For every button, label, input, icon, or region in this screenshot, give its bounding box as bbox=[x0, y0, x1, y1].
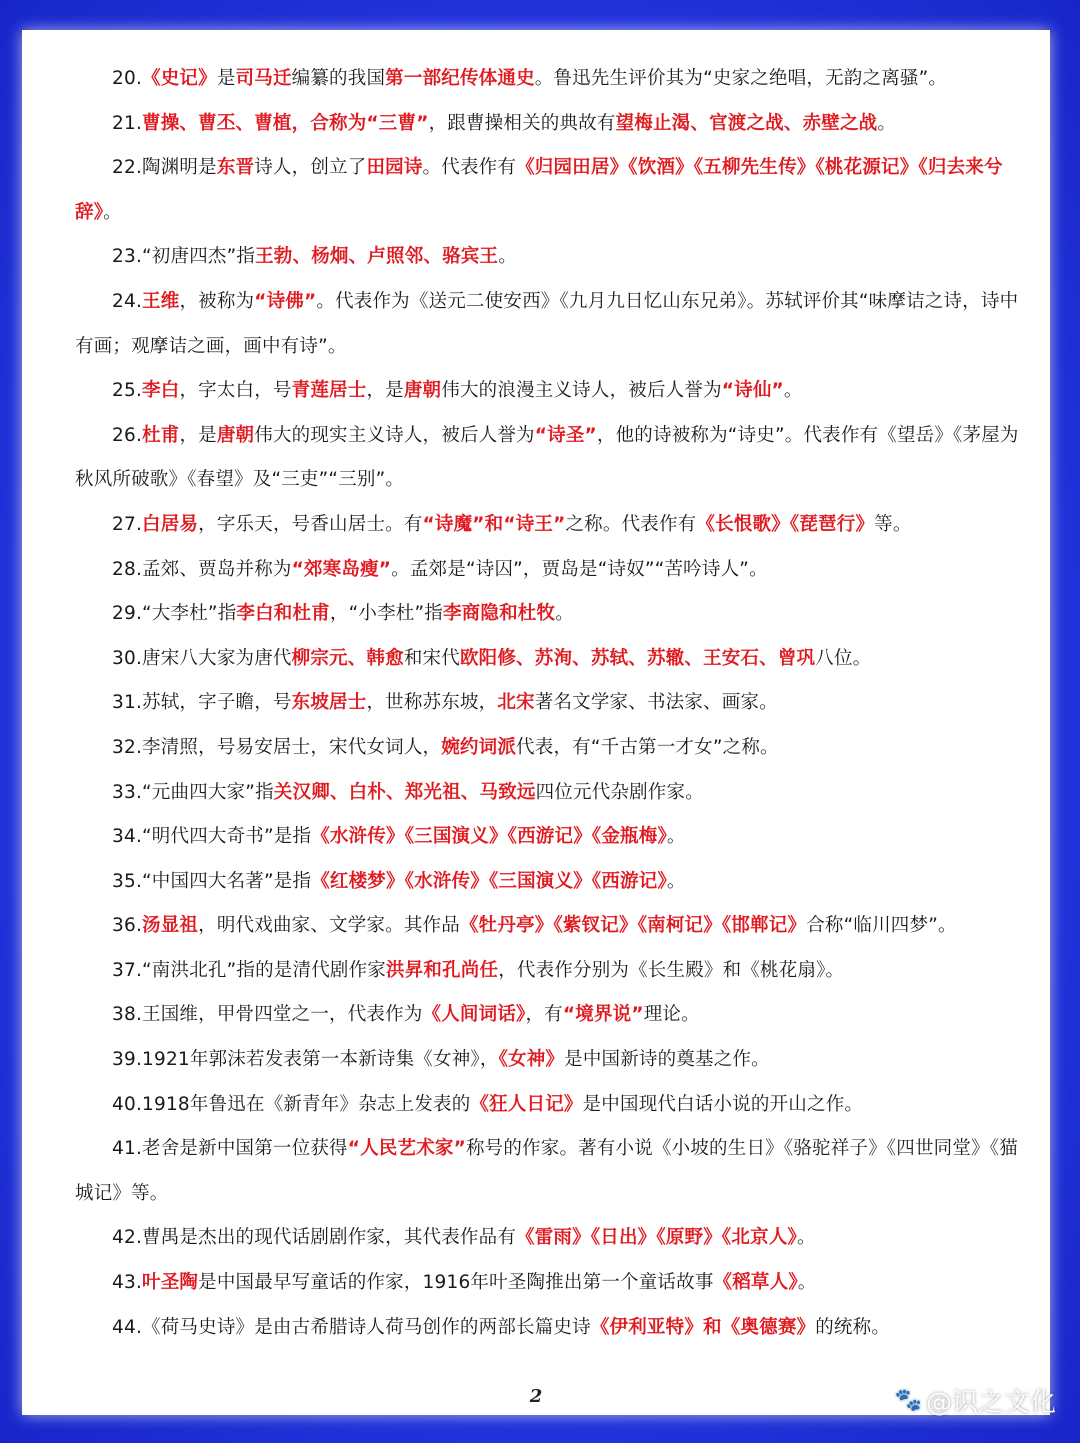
list-item bbox=[75, 503, 1035, 548]
list-item bbox=[75, 1306, 1035, 1351]
item-text: 代表，有“千古第一才女”之称。 bbox=[516, 736, 779, 758]
item-text: 22.陶渊明是 bbox=[112, 157, 217, 179]
highlight-text: “诗佛” bbox=[254, 290, 317, 312]
item-text: 35.“中国四大名著”是指 bbox=[112, 870, 312, 892]
highlight-text: 唐朝 bbox=[216, 424, 255, 446]
highlight-text: 叶圣陶 bbox=[142, 1272, 199, 1294]
item-text: 40.1918年鲁迅在《新青年》杂志上发表的 bbox=[112, 1093, 471, 1115]
item-text: ，是 bbox=[366, 380, 404, 402]
item-text: 44.《荷马史诗》是由古希腊诗人荷马创作的两部长篇史诗 bbox=[112, 1316, 591, 1338]
list-item bbox=[75, 235, 1035, 280]
item-text: 42.曹禺是杰出的现代话剧剧作家，其代表作品有 bbox=[112, 1227, 517, 1249]
item-text: 四位元代杂剧作家。 bbox=[535, 781, 704, 803]
highlight-text: 婉约词派 bbox=[441, 736, 517, 758]
highlight-text: 洪昇和孔尚任 bbox=[386, 959, 499, 981]
item-text: 是中国现代白话小说的开山之作。 bbox=[582, 1093, 864, 1115]
item-text: 。代表作为《送元二使安西》《九月九日忆山东兄弟》。苏轼评价其“味摩诘之诗，诗中有画；观摩诘之画，画中有诗”。 bbox=[75, 290, 1019, 357]
item-text: 36. bbox=[112, 915, 143, 937]
document-page bbox=[22, 30, 1050, 1415]
item-text: 。孟郊是“诗囚”，贾岛是“诗奴”“苦吟诗人”。 bbox=[391, 558, 768, 580]
highlight-text: 《牡丹亭》《紫钗记》《南柯记》《邯郸记》 bbox=[459, 915, 807, 937]
list-item bbox=[75, 146, 1035, 235]
item-text: 之称。代表作有 bbox=[565, 513, 697, 535]
list-item bbox=[75, 904, 1035, 949]
highlight-text: 《稻草人》 bbox=[713, 1272, 798, 1294]
list-item bbox=[75, 1261, 1035, 1306]
highlight-text: 曹操、曹丕、曹植，合称为“三曹” bbox=[142, 112, 429, 134]
item-text: 伟大的浪漫主义诗人，被后人誉为 bbox=[441, 380, 722, 402]
list-item bbox=[75, 548, 1035, 593]
item-text: ，有 bbox=[525, 1004, 563, 1026]
highlight-text: 汤显祖 bbox=[142, 915, 199, 937]
item-text: 33.“元曲四大家”指 bbox=[112, 781, 274, 803]
item-text: 。 bbox=[103, 201, 122, 223]
item-text: ，明代戏曲家、文学家。其作品 bbox=[198, 915, 460, 937]
item-text: 34.“明代四大奇书”是指 bbox=[112, 826, 312, 848]
item-text: 29.“大李杜”指 bbox=[112, 603, 237, 625]
list-item bbox=[75, 815, 1035, 860]
item-text: 21. bbox=[112, 112, 143, 134]
highlight-text: 李商隐和杜牧 bbox=[442, 603, 556, 625]
item-text: 。 bbox=[666, 870, 686, 892]
item-text: 是中国新诗的奠基之作。 bbox=[564, 1049, 770, 1071]
item-text: 32.李清照，号易安居士，宋代女词人， bbox=[112, 736, 442, 758]
list-item bbox=[75, 1216, 1035, 1261]
highlight-text: 《史记》 bbox=[142, 68, 217, 89]
item-text: 20. bbox=[112, 68, 143, 89]
item-text: 是中国最早写童话的作家，1916年叶圣陶推出第一个童话故事 bbox=[198, 1272, 714, 1294]
item-text: 28.孟郊、贾岛并称为 bbox=[112, 558, 292, 580]
highlight-text: 青莲居士 bbox=[291, 380, 367, 402]
list-item bbox=[75, 592, 1035, 637]
item-text: 25. bbox=[112, 380, 143, 402]
list-item bbox=[75, 681, 1035, 726]
highlight-text: 司马迁 bbox=[235, 68, 292, 89]
item-text: 。 bbox=[666, 826, 686, 848]
list-item bbox=[75, 414, 1035, 503]
highlight-text: “诗圣” bbox=[534, 424, 597, 446]
highlight-text: 关汉卿、白朴、郑光祖、马致远 bbox=[273, 781, 536, 803]
list-item bbox=[75, 860, 1035, 905]
watermark-text: @识之文化 bbox=[925, 1388, 1056, 1418]
highlight-text: 第一部纪传体通史 bbox=[385, 68, 535, 89]
list-item bbox=[75, 771, 1035, 816]
item-text: 。 bbox=[797, 1272, 817, 1294]
highlight-text: 北宋 bbox=[497, 692, 535, 714]
list-item bbox=[75, 1083, 1035, 1128]
highlight-text: 《人间词话》 bbox=[422, 1004, 526, 1026]
highlight-text: 《红楼梦》《水浒传》《三国演义》《西游记》 bbox=[311, 870, 667, 892]
highlight-text: 白居易 bbox=[142, 513, 199, 535]
highlight-text: 《雷雨》《日出》《原野》《北京人》 bbox=[516, 1227, 797, 1249]
page-number: 2 bbox=[529, 1386, 543, 1407]
highlight-text: 柳宗元、韩愈 bbox=[291, 647, 404, 669]
highlight-text: 王维 bbox=[142, 290, 180, 312]
item-text: 编纂的我国 bbox=[291, 68, 386, 89]
item-text: ，是 bbox=[179, 424, 217, 446]
item-text: ，代表作分别为《长生殿》和《桃花扇》。 bbox=[498, 959, 845, 981]
item-text: 27. bbox=[112, 513, 143, 535]
item-text: 38.王国维，甲骨四堂之一，代表作为 bbox=[112, 1004, 423, 1026]
highlight-text: 欧阳修、苏洵、苏轼、苏辙、王安石、曾巩 bbox=[459, 647, 816, 669]
highlight-text: 《水浒传》《三国演义》《西游记》《金瓶梅》 bbox=[311, 826, 667, 848]
item-text: 43. bbox=[112, 1272, 143, 1294]
highlight-text: “境界说” bbox=[562, 1004, 644, 1026]
item-text: ，“小李杜”指 bbox=[329, 603, 443, 625]
item-text: 。 bbox=[555, 603, 574, 625]
highlight-text: 《女神》 bbox=[498, 1049, 565, 1071]
item-text: ，世称苏东坡， bbox=[366, 692, 498, 714]
item-text: 23.“初唐四杰”指 bbox=[112, 246, 256, 268]
highlight-text: 东坡居士 bbox=[291, 692, 367, 714]
watermark bbox=[895, 1382, 1056, 1419]
item-text: 合称“临川四梦”。 bbox=[806, 915, 957, 937]
item-text: ，字太白，号 bbox=[179, 380, 292, 402]
list-item bbox=[75, 57, 1035, 102]
highlight-text: 《伊利亚特》和《奥德赛》 bbox=[590, 1316, 816, 1338]
list-item bbox=[75, 993, 1035, 1038]
highlight-text: 王勃、杨炯、卢照邻、骆宾王 bbox=[255, 246, 499, 268]
item-text: 。 bbox=[498, 246, 517, 268]
highlight-text: 杜甫 bbox=[142, 424, 180, 446]
list-item bbox=[75, 1127, 1035, 1216]
item-text: 31.苏轼，字子瞻，号 bbox=[112, 692, 292, 714]
item-text: 的统称。 bbox=[815, 1316, 891, 1338]
item-text: 。 bbox=[796, 1227, 816, 1249]
item-text: 伟大的现实主义诗人，被后人誉为 bbox=[254, 424, 535, 446]
highlight-text: 《狂人日记》 bbox=[470, 1093, 583, 1115]
list-item bbox=[75, 949, 1035, 994]
item-text: 和宋代 bbox=[403, 647, 460, 669]
item-text: 26. bbox=[112, 424, 143, 446]
list-item bbox=[75, 280, 1035, 369]
highlight-text: 田园诗 bbox=[366, 157, 423, 179]
item-text: 诗人，创立了 bbox=[254, 157, 367, 179]
item-text: 。 bbox=[877, 112, 897, 134]
list-item bbox=[75, 637, 1035, 682]
highlight-text: 李白 bbox=[142, 380, 180, 402]
item-text: 37.“南洪北孔”指的是清代剧作家 bbox=[112, 959, 386, 981]
item-text: 著名文学家、书法家、画家。 bbox=[534, 692, 778, 714]
item-text: 称号的作家。著有小说《小坡的生日》《骆驼祥子》《四世同堂》《猫城记》等。 bbox=[75, 1138, 1018, 1204]
highlight-text: 唐朝 bbox=[403, 380, 442, 402]
item-text: ，跟曹操相关的典故有 bbox=[428, 112, 616, 134]
list-item bbox=[75, 369, 1035, 414]
highlight-text: 东晋 bbox=[216, 157, 255, 179]
item-text: 等。 bbox=[874, 513, 912, 535]
list-item bbox=[75, 726, 1035, 771]
highlight-text: 李白和杜甫 bbox=[236, 603, 330, 625]
highlight-text: 《归园田居》《饮酒》《五柳先生传》《桃花源记》《归去来兮辞》 bbox=[75, 157, 1003, 223]
item-text: 是 bbox=[216, 68, 236, 89]
highlight-text: “诗魔”和“诗王” bbox=[422, 513, 566, 535]
paw-icon: 🐾 bbox=[894, 1388, 922, 1413]
highlight-text: 《长恨歌》《琵琶行》 bbox=[696, 513, 875, 535]
item-text: 30.唐宋八大家为唐代 bbox=[112, 647, 292, 669]
item-text: ，字乐天，号香山居士。有 bbox=[198, 513, 423, 535]
list-item bbox=[75, 1038, 1035, 1083]
highlight-text: “郊寒岛瘦” bbox=[291, 558, 392, 580]
highlight-text: “人民艺术家” bbox=[347, 1138, 466, 1160]
item-text: 24. bbox=[112, 290, 143, 312]
highlight-text: “诗仙” bbox=[721, 380, 784, 402]
item-text: 。代表作有 bbox=[422, 157, 517, 179]
list-item bbox=[75, 102, 1035, 147]
item-text: ，被称为 bbox=[179, 290, 255, 312]
item-text: ，他的诗被称为“诗史”。代表作有《望岳》《茅屋为秋风所破歌》《春望》及“三吏”“三别”。 bbox=[75, 424, 1019, 491]
item-text: 。鲁迅先生评价其为“史家之绝唱，无韵之离骚”。 bbox=[534, 68, 948, 89]
highlight-text: 望梅止渴、官渡之战、赤壁之战 bbox=[615, 112, 878, 134]
item-text: 八位。 bbox=[815, 647, 872, 669]
item-text: 41.老舍是新中国第一位获得 bbox=[112, 1138, 348, 1160]
item-text: 。 bbox=[783, 380, 803, 402]
item-text: 39.1921年郭沫若发表第一本新诗集《女神》， bbox=[112, 1049, 499, 1071]
item-list bbox=[75, 57, 1035, 1350]
item-text: 理论。 bbox=[643, 1004, 700, 1026]
